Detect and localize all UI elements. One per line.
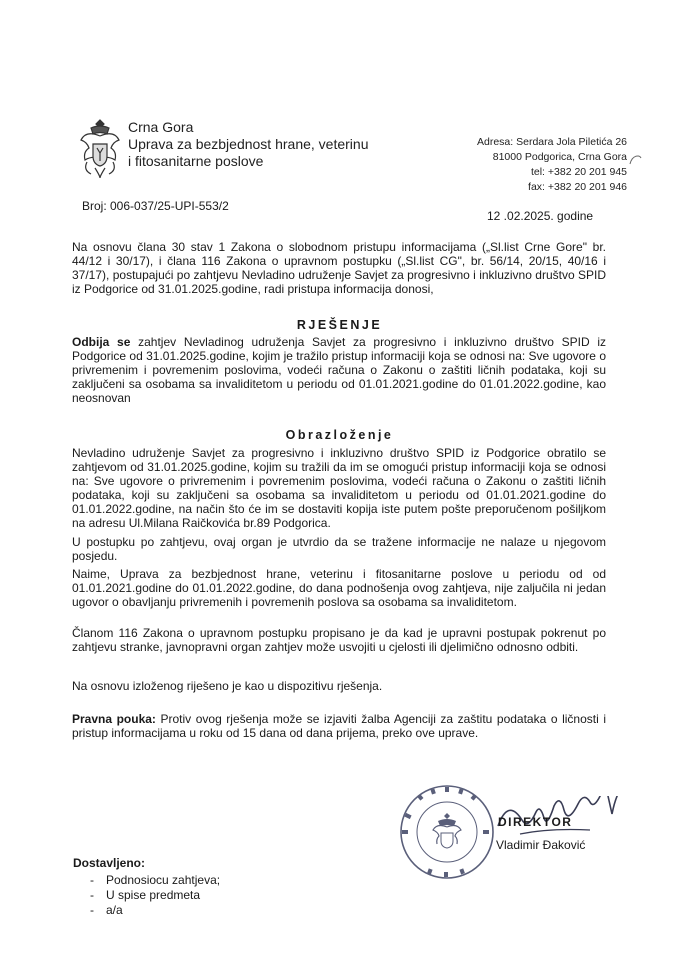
reasoning-paragraph: Nevladino udruženje Savjet za progresivno i inkluzivno društvo SPID iz Podgorice obratilo se zahtjevom od 31.01.2025.godine, kojim su tražili da im se omogući pristup informaciji koja se odnosi na: Sve ugovore o privremenim i povremenim poslovima, vodeći računa o Zakonu o zaštiti ličnih podataka, koji su zaključeni sa osobama sa invaliditetom u periodu od 01.01.2021.godine do 01.01.2022.godine, na način što će im se dostaviti kopija iste putem pošte preporučenom pošiljkom na adresu Ul.Milana Raičkovića br.89 Podgorica.: [72, 446, 606, 530]
pen-mark-icon: [628, 154, 642, 166]
city-address: 81000 Podgorica, Crna Gora: [492, 151, 627, 163]
fax-number: fax: +382 20 201 946: [528, 181, 627, 193]
delivery-label: Dostavljeno:: [73, 856, 146, 870]
list-item: - U spise predmeta: [90, 888, 201, 902]
institution-block: [128, 119, 368, 170]
institution-name-line1: Uprava za bezbjednost hrane, veterinu: [128, 136, 369, 152]
institution-name-line2: i fitosanitarne poslove: [128, 153, 264, 169]
reasoning-paragraph: U postupku po zahtjevu, ovaj organ je utvrdio da se tražene informacije ne nalaze u njegovom posjedu.: [72, 535, 606, 563]
director-name: Vladimir Đaković: [496, 838, 586, 852]
reasoning-paragraph: Naime, Uprava za bezbjednost hrane, veterinu i fitosanitarne poslove u periodu od od 01.01.2021.godine do 01.01.2022.godine, do dana podnošenja ovog zahtjeva, nije zaljučila ni jedan ugovor o obavljanju privremenih i povremenih poslova sa osobama sa invaliditetom.: [72, 567, 606, 609]
intro-paragraph: Na osnovu člana 30 stav 1 Zakona o slobodnom pristupu informacijama („Sl.list Crne Gore" br. 44/12 i 30/17), i člana 116 Zakona o upravnom postupku („Sl.list CG", br. 56/14, 20/15, 40/16 i 37/17), postupajući po zahtjevu Nevladino udruženje Savjet za progresivno i inkluzivno društvo SPID iz Podgorice od 31.01.2025.godine, radi pristupa informacija donosi,: [72, 240, 606, 296]
street-address: Adresa: Serdara Jola Piletića 26: [477, 136, 627, 148]
director-title: DIREKTOR: [498, 815, 573, 829]
reasoning-paragraph: Članom 116 Zakona o upravnom postupku propisano je da kad je upravni postupak pokrenut po zahtjevu stranke, javnopravni organ zahtjev može usvojiti u cjelosti ili djelimično odnosno odbiti.: [72, 626, 606, 654]
coat-of-arms-icon: [79, 118, 121, 180]
delivery-list: [90, 873, 220, 918]
reference-number: Broj: 006-037/25-UPI-553/2: [82, 199, 229, 213]
official-stamp: [398, 783, 496, 881]
legal-notice-label: Pravna pouka:: [72, 712, 156, 726]
decision-lead: Odbija se: [72, 335, 131, 349]
list-item: - Podnosiocu zahtjeva;: [90, 873, 221, 887]
decision-paragraph: [72, 335, 606, 405]
legal-notice-text: Protiv ovog rješenja može se izjaviti žalba Agenciji za zaštitu podataka o ličnosti i pristup informacijama u roku od 15 dana od dana prijema, preko ove uprave.: [72, 712, 606, 740]
list-item: - a/a: [90, 903, 123, 917]
reasoning-heading: Obrazloženje: [285, 428, 394, 442]
decision-heading: RJEŠENJE: [296, 318, 383, 332]
decision-text: zahtjev Nevladinog udruženja Savjet za progresivno i inkluzivno društvo SPID iz Podgorice od 31.01.2025.godine, kojim je tražilo pristup informaciji koja se odnosi na: Sve ugovore o privremenim i povremenim poslovima, vodeći računa o Zakonu o zaštiti ličnih podataka, koji su zaključeni sa osobama sa invaliditetom u periodu od 01.01.2021.godine do 01.01.2022.godine, kao neosnovan: [72, 335, 606, 405]
country-name: Crna Gora: [128, 119, 194, 135]
document-date: 12 .02.2025. godine: [487, 209, 594, 223]
address-block: [440, 135, 627, 195]
legal-notice: [72, 712, 606, 740]
reasoning-paragraph: Na osnovu izloženog riješeno je kao u dispozitivu rješenja.: [72, 679, 383, 693]
phone-number: tel: +382 20 201 945: [530, 166, 627, 178]
